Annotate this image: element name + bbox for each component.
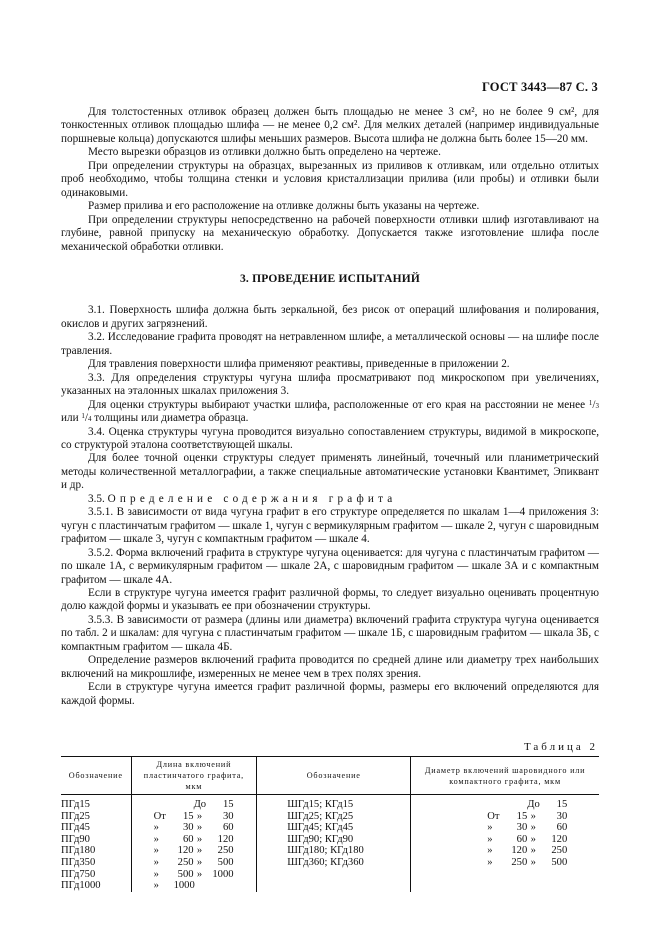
range-prefix: » — [153, 880, 159, 892]
range-from: 1000 — [173, 880, 195, 892]
paragraph: Размер прилива и его расположение на отливке должны быть указаны на чертеже. — [88, 200, 480, 213]
designation-cell — [257, 869, 411, 881]
table-row — [61, 822, 599, 834]
range-mid: » — [196, 810, 203, 822]
fraction-numerator: 1 — [588, 398, 593, 407]
paragraph: 3.1. Поверхность шлифа должна быть зеркальной, без рисок от операций шлифования и полирования, окислов и других загрязнений. — [61, 304, 599, 330]
range-cell — [411, 880, 599, 892]
range-prefix: » — [487, 845, 493, 857]
range-value — [154, 799, 234, 811]
range-to: 500 — [551, 856, 568, 868]
table-row — [61, 795, 599, 811]
range-to: 15 — [222, 799, 234, 810]
fraction-denominator: 3 — [595, 401, 599, 410]
range-prefix: » — [153, 822, 159, 834]
range-mid: » — [530, 810, 536, 822]
paragraph: 3.5.3. В зависимости от размера (длины или диаметра) включений графита структура чугуна оценивается по табл. 2 и шкалам: для чугуна с пластинчатым графитом — шкале 1Б, с шаровидным графитом — шкала 3Б, с компактным графитом — шкала 4Б. — [61, 613, 599, 653]
range-from: 250 — [177, 856, 194, 868]
range-prefix: » — [487, 822, 493, 834]
range-cell — [131, 869, 257, 881]
range-cell — [411, 811, 599, 823]
range-value — [487, 799, 567, 811]
designation-cell — [257, 880, 411, 892]
column-header: Обозначение — [61, 757, 131, 795]
range-value — [154, 811, 234, 823]
subsection-number: 3.5. — [88, 492, 105, 505]
paragraph: 3.4. Оценка структуры чугуна проводится визуально сопоставлением структуры, видимой в микроскопе, со структурой эталона соответствующей шкалы. — [61, 425, 599, 451]
range-from: 60 — [516, 833, 528, 845]
designation-cell: ПГд180 — [61, 845, 96, 857]
range-to: 30 — [222, 810, 234, 822]
designation-cell: ПГд25 — [61, 810, 90, 822]
table-row — [61, 857, 599, 869]
range-cell — [131, 822, 257, 834]
range-to: 120 — [551, 833, 568, 845]
range-value — [154, 845, 234, 857]
range-mid: » — [196, 822, 203, 834]
range-cell — [411, 795, 599, 811]
range-value — [487, 811, 567, 823]
range-value — [154, 834, 234, 846]
designation-cell: ПГд750 — [61, 868, 96, 880]
subsection-heading — [61, 493, 599, 506]
subsection-title: Определение содержания графита — [107, 492, 397, 505]
paragraph: Для толстостенных отливок образец должен быть площадью не менее 3 см², но не более 9 см², для тонкостенных отливок площадью шлифа — не менее 0,2 см². Для мелких деталей (например индивидуальные поршневые кольца) допускаются шлифы меньших размеров. Высота шлифа не должна быть более 15—20 мм. — [61, 106, 599, 145]
range-prefix: » — [153, 868, 159, 880]
range-value — [487, 822, 567, 834]
column-header: Диаметр включений шаровидного или компактного графита, мкм — [411, 757, 599, 795]
paragraph: Для более точной оценки структуры следует применять линейный, точечный или планиметрический методы количественной металлографии, а также специальные автоматические установки Квантимет, Эпиквант и др. — [61, 452, 599, 492]
paragraph: Место вырезки образцов из отливки должно быть определено на чертеже. — [88, 146, 441, 159]
range-cell — [131, 857, 257, 869]
paragraph: При определении структуры непосредственно на рабочей поверхности отливки шлиф изготавливают на глубине, равной припуску на механическую обработку. Допускается также изготовление шлифа после механической обработки отливки. — [61, 213, 599, 253]
table-row — [61, 811, 599, 823]
range-prefix: » — [487, 856, 493, 868]
range-value — [154, 857, 234, 869]
range-prefix: От — [153, 810, 166, 822]
range-value — [487, 845, 567, 857]
range-from: 30 — [516, 822, 528, 834]
range-from: 120 — [511, 845, 528, 857]
paragraph: 3.5.2. Форма включений графита в структуре чугуна оценивается: для чугуна с пластинчатым графитом — по шкале 1А, с вермикулярным графитом — шкале 2А, с шаровидным графитом — шкале 3А и с компактным графитом — шкале 4А. — [61, 546, 599, 586]
range-cell — [411, 857, 599, 869]
section-title: 3. ПРОВЕДЕНИЕ ИСПЫТАНИЙ — [239, 272, 421, 285]
designation-cell: ШГд25; КГд25 — [257, 811, 411, 823]
document-body — [61, 106, 599, 708]
designation-cell: ШГд90; КГд90 — [257, 834, 411, 846]
range-to: 250 — [217, 845, 234, 857]
table-row — [61, 880, 599, 892]
paragraph: Для травления поверхности шлифа применяют реактивы, приведенные в приложении 2. — [88, 358, 510, 371]
designation-cell: ПГд350 — [61, 856, 96, 868]
range-to: 15 — [556, 799, 568, 810]
range-prefix: » — [153, 845, 159, 857]
range-from: 30 — [182, 822, 194, 834]
column-header: Обозначение — [257, 757, 411, 795]
range-mid: До — [193, 799, 207, 810]
fraction-denominator: 4 — [87, 415, 92, 424]
range-from: 120 — [177, 845, 194, 857]
range-to: 250 — [551, 845, 568, 857]
paragraph: Для оценки структуры выбирают участки шлифа, расположенные от его края на расстоянии не менее $^1/_3$ или $^1/_4$ толщины или диаметра образца. — [61, 398, 599, 425]
range-from: 250 — [511, 856, 528, 868]
range-cell — [131, 880, 257, 892]
graphite-size-table — [61, 756, 599, 892]
range-cell — [411, 845, 599, 857]
table-body — [61, 795, 599, 892]
range-mid: До — [527, 799, 540, 810]
range-prefix: » — [153, 856, 159, 868]
table-row — [61, 834, 599, 846]
paragraph: Если в структуре чугуна имеется графит различной формы, то следует визуально оценивать процентную долю каждой формы и указывать ее при обозначении структуры. — [61, 586, 599, 613]
range-to: 30 — [556, 810, 568, 822]
paragraph: Определение размеров включений графита проводится по средней длине или диаметру трех наибольших включений на микрошлифе, измеренных не менее чем в трех полях зрения. — [61, 654, 599, 680]
range-value — [154, 869, 234, 881]
designation-cell: ШГд360; КГд360 — [257, 857, 411, 869]
range-mid: » — [530, 822, 536, 834]
paragraph: 3.3. Для определения структуры чугуна шлифа просматривают под микроскопом при увеличениях, указанных на эталонных шкалах приложения 3. — [61, 371, 599, 398]
designation-cell: ШГд180; КГд180 — [257, 845, 411, 857]
paragraph-text: толщины или диаметра образца. — [91, 412, 249, 425]
range-value — [154, 822, 234, 834]
range-mid: » — [530, 845, 536, 857]
range-cell — [131, 795, 257, 811]
range-to: 500 — [217, 856, 234, 868]
range-mid: » — [196, 868, 203, 880]
range-to: 60 — [556, 822, 568, 834]
designation-cell: ПГд15 — [61, 799, 90, 810]
range-prefix: » — [153, 833, 159, 845]
range-prefix: От — [487, 810, 500, 822]
table-row — [61, 845, 599, 857]
paragraph-text: Для оценки структуры выбирают участки шлифа, расположенные от его края на расстоянии не менее — [88, 398, 589, 411]
table-header-row — [61, 757, 599, 795]
range-mid: » — [530, 856, 536, 868]
range-mid: » — [196, 845, 203, 857]
range-from: 500 — [177, 868, 194, 880]
range-cell — [411, 834, 599, 846]
table-row — [61, 869, 599, 881]
designation-cell: ПГд1000 — [61, 880, 101, 892]
range-mid: » — [196, 833, 203, 845]
range-mid: » — [530, 833, 536, 845]
range-value — [487, 857, 567, 869]
range-from: 60 — [182, 833, 194, 845]
range-to: 60 — [222, 822, 234, 834]
range-to: 1000 — [212, 868, 234, 880]
range-cell — [411, 869, 599, 881]
fraction-numerator: 1 — [81, 412, 85, 421]
range-from: 15 — [182, 810, 194, 822]
range-value — [154, 880, 234, 892]
range-from: 15 — [516, 810, 528, 822]
range-cell — [131, 845, 257, 857]
column-header: Длина включений пластинчатого графита, мкм — [131, 757, 257, 795]
range-cell — [131, 834, 257, 846]
designation-cell: ПГд90 — [61, 833, 90, 845]
designation-cell: ШГд45; КГд45 — [257, 822, 411, 834]
range-prefix: » — [487, 833, 493, 845]
range-to: 120 — [217, 833, 234, 845]
paragraph: Если в структуре чугуна имеется графит различной формы, размеры его включений определяются для каждой формы. — [61, 681, 599, 707]
paragraph: 3.2. Исследование графита проводят на нетравленном шлифе, а металлической основы — на шлифе после травления. — [61, 331, 599, 357]
range-value — [487, 834, 567, 846]
range-cell — [411, 822, 599, 834]
range-mid: » — [196, 856, 203, 868]
paragraph: При определении структуры на образцах, вырезанных из приливов к отливкам, или отдельно отлитых проб необходимо, чтобы толщина стенки и условия кристаллизации прилива (или пробы) и отливки были одинаковыми. — [61, 159, 599, 199]
paragraph-text: или — [61, 412, 82, 425]
range-cell — [131, 811, 257, 823]
designation-cell: ПГд45 — [61, 822, 90, 834]
page-header: ГОСТ 3443—87 С. 3 — [481, 80, 598, 94]
designation-cell: ШГд15; КГд15 — [257, 795, 411, 811]
table-caption: Таблица 2 — [523, 741, 598, 753]
paragraph: 3.5.1. В зависимости от вида чугуна графит в его структуре определяется по шкалам 1—4 приложения 3: чугун с пластинчатым графитом — шкале 1, чугун с вермикулярным графитом — шкале 2, чугун с шаровидным графитом — шкале 3, чугун с компактным графитом — шкале 4. — [61, 506, 599, 546]
